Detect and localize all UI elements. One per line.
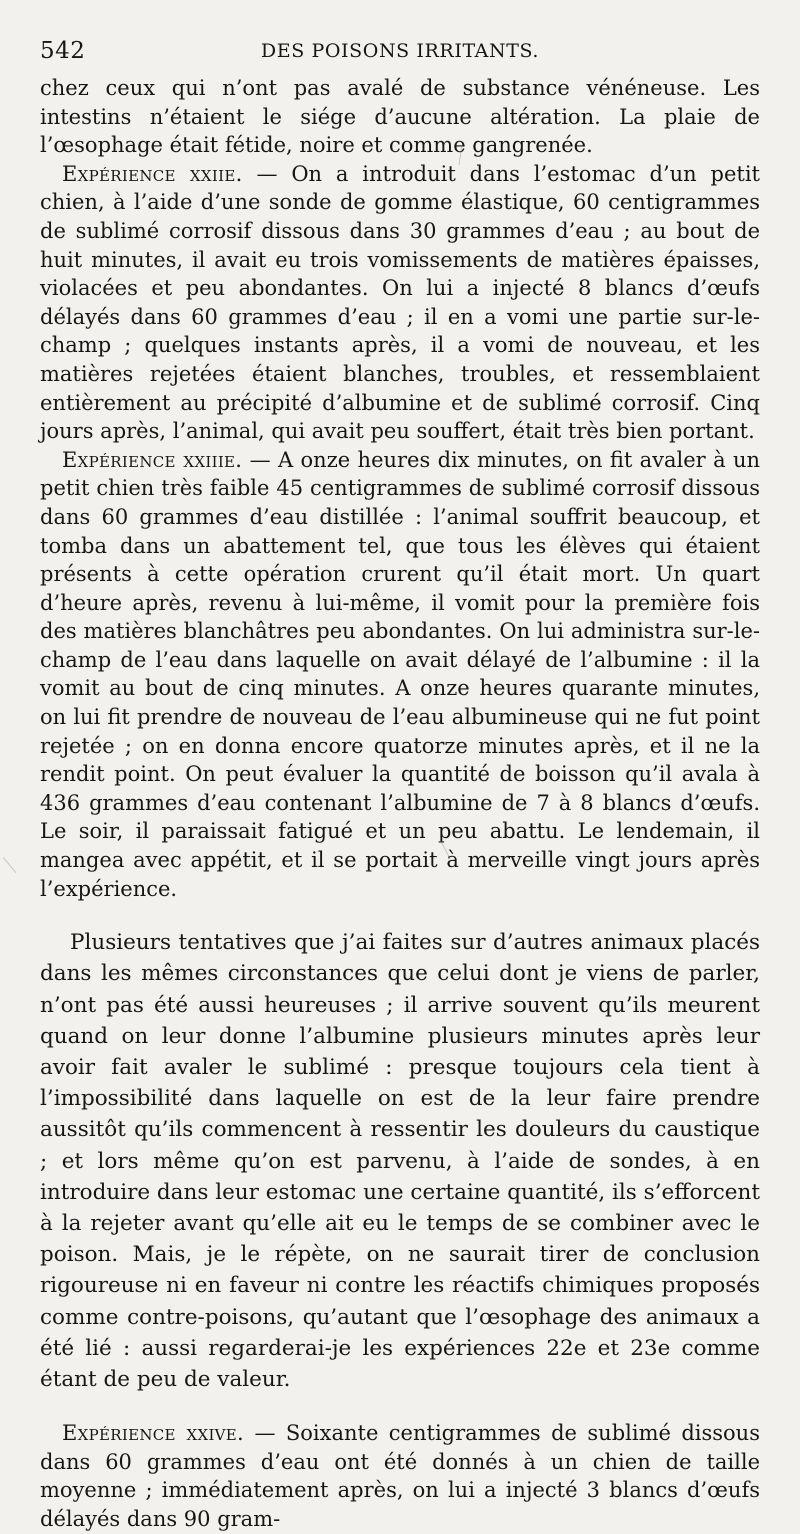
experience-label: Expérience xxive. [62,1421,245,1446]
paragraph-continuation [40,74,760,160]
experience-text: — A onze heures dix minutes, on fit avaler à un petit chien très faible 45 centigrammes de sublimé corrosif dissous dans 60 grammes d’eau distillée : l’animal souffrit beaucoup, et tomba dans un abattement tel, que tous les élèves qui étaient présents à cette opération crurent qu’il était mort. Un quart d’heure après, revenu à lui-même, il vomit pour la première fois des matières blanchâtres peu abondantes. On lui administra sur-le-champ de l’eau dans laquelle on avait délayé de l’albumine : il la vomit au bout de cinq minutes. A onze heures quarante minutes, on lui fit prendre de nouveau de l’eau albumineuse qui ne fut point rejetée ; on en donna encore quatorze minutes après, et il ne la rendit point. On peut évaluer la quantité de boisson qu’il avala à 436 grammes d’eau contenant l’albumine de 7 à 8 blancs d’œufs. Le soir, il paraissait fatigué et un peu abattu. Le lendemain, il mangea avec appétit, et il se portait à merveille vingt jours après l’expérience. [40,447,760,901]
experience-text: — On a introduit dans l’estomac d’un petit chien, à l’aide d’une sonde de gomme élastique, 60 centigrammes de sublimé corrosif dissous dans 30 grammes d’eau ; au bout de huit minutes, il avait eu trois vomissements de matières épaisses, violacées et peu abondantes. On lui a injecté 8 blancs d’œufs délayés dans 60 grammes d’eau ; il en a vomi une partie sur-le-champ ; quelques instants après, il a vomi de nouveau, et les matières rejetées étaient blanches, troubles, et ressemblaient entièrement au précipité d’albumine et de sublimé corrosif. Cinq jours après, l’animal, qui avait peu souffert, était très bien portant. [40,161,760,444]
experience-text: — Soixante centigrammes de sublimé dissous dans 60 grammes d’eau ont été donnés à un chien de taille moyenne ; immédiatement après, on lui a injecté 3 blancs d’œufs délayés dans 90 gram- [40,1421,760,1532]
page-header [40,30,760,74]
discussion-paragraph [40,927,760,1395]
page-number: 542 [40,38,86,64]
page-speck [3,857,17,873]
experience-24-paragraph [40,1419,760,1533]
experience-label: Expérience xxiiie. [62,447,243,472]
experience-22-paragraph [40,160,760,446]
experience-label: Expérience xxiie. [62,161,243,186]
running-title: DES POISONS IRRITANTS. [260,40,540,62]
paragraph-text: Plusieurs tentatives que j’ai faites sur d’autres animaux placés dans les mêmes circonstances que celui dont je viens de parler, n’ont pas été aussi heureuses ; il arrive souvent qu’ils meurent quand on leur donne l’albumine plusieurs minutes après leur avoir fait avaler le sublimé : presque toujours cela tient à l’impossibilité dans laquelle on est de la leur faire prendre aussitôt qu’ils commencent à ressentir les douleurs du caustique ; et lors même qu’on est parvenu, à l’aide de sondes, à en introduire dans leur estomac une certaine quantité, ils s’efforcent à la rejeter avant qu’elle ait eu le temps de se combiner avec le poison. Mais, je le répète, on ne saurait tirer de conclusion rigoureuse ni en faveur ni contre les réactifs chimiques proposés comme contre-poisons, qu’autant que l’œsophage des animaux a été lié : aussi regarderai-je les expériences 22e et 23e comme étant de peu de valeur. [40,930,760,1393]
paragraph-text: chez ceux qui n’ont pas avalé de substance vénéneuse. Les intestins n’étaient le siége d’aucune altération. La plaie de l’œsophage était fétide, noire et comme gangrenée. [40,76,760,158]
experience-23-paragraph [40,446,760,904]
